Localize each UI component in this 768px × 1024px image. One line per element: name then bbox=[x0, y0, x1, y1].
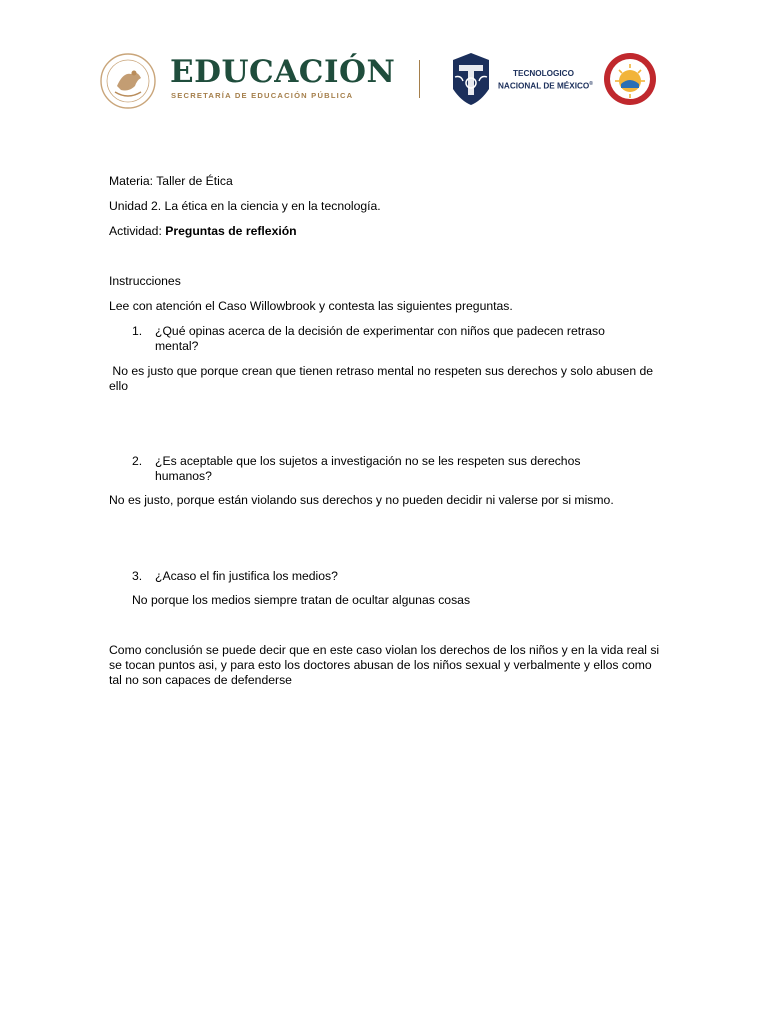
conclusion-paragraph: Como conclusión se puede decir que en este caso violan los derechos de los niños y en la vida real si se tocan puntos asi, y para esto los doctores abusan de los niños sexual y verbalmente y ellos como tal no son capaces de defenderse bbox=[109, 643, 660, 687]
question-number: 3. bbox=[132, 569, 143, 583]
mexico-coat-of-arms-seal bbox=[99, 52, 161, 110]
header-divider bbox=[419, 60, 420, 98]
question-text: ¿Es aceptable que los sujetos a investigación no se les respeten sus derechos humanos? bbox=[155, 454, 581, 483]
tecnm-logo-icon bbox=[448, 51, 494, 107]
tecnm-line-2: NACIONAL DE MÉXICO bbox=[498, 81, 590, 91]
actividad-label: Actividad: bbox=[109, 224, 162, 238]
education-title: EDUCACIÓN bbox=[170, 54, 396, 90]
document-header bbox=[0, 0, 768, 150]
question-number: 2. bbox=[132, 454, 143, 468]
registered-mark: ® bbox=[589, 81, 593, 87]
answer-1: No es justo que porque crean que tienen retraso mental no respeten sus derechos y solo abusen de ello bbox=[109, 364, 657, 393]
actividad-value: Preguntas de reflexión bbox=[165, 224, 297, 238]
instructions-text: Lee con atención el Caso Willowbrook y contesta las siguientes preguntas. bbox=[109, 299, 513, 313]
tecnm-line-1: TECNOLOGICO bbox=[513, 69, 574, 78]
answer-2: No es justo, porque están violando sus derechos y no pueden decidir ni valerse por si mismo. bbox=[109, 493, 614, 507]
materia-label: Materia: bbox=[109, 174, 154, 188]
institute-emblem-icon bbox=[603, 52, 657, 106]
question-number: 1. bbox=[132, 324, 143, 338]
actividad-line bbox=[109, 224, 297, 239]
answer-3: No porque los medios siempre tratan de ocultar algunas cosas bbox=[132, 593, 471, 607]
tecnm-name bbox=[498, 69, 593, 92]
unidad-line: Unidad 2. La ética en la ciencia y en la tecnología. bbox=[109, 199, 381, 213]
question-text: ¿Qué opinas acerca de la decisión de experimentar con niños que padecen retraso mental? bbox=[155, 324, 605, 353]
sep-subtitle: SECRETARÍA DE EDUCACIÓN PÚBLICA bbox=[171, 91, 354, 100]
instructions-heading: Instrucciones bbox=[109, 274, 181, 288]
question-text: ¿Acaso el fin justifica los medios? bbox=[155, 569, 338, 583]
materia-line bbox=[109, 174, 233, 189]
materia-value: Taller de Ética bbox=[156, 174, 233, 188]
